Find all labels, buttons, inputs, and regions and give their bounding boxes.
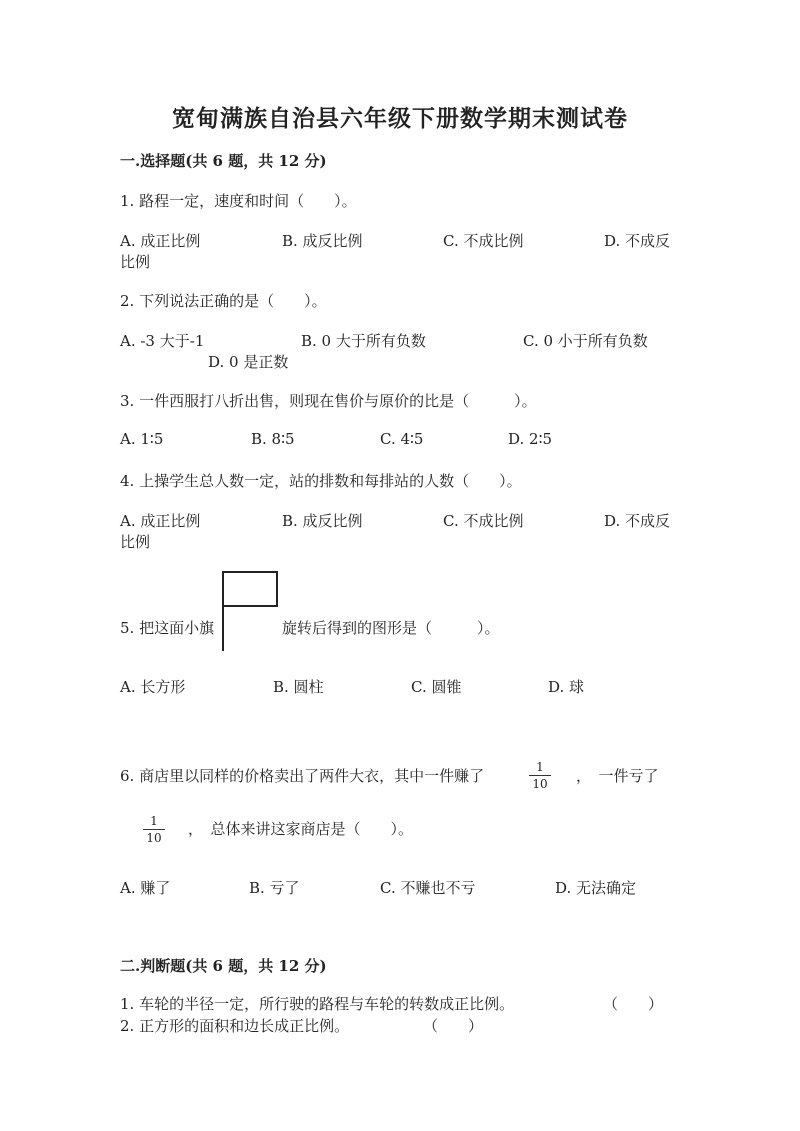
section-heading-judgement: 二.判断题(共 6 题，共 12 分) (120, 957, 327, 975)
fraction-denominator: 10 (532, 777, 548, 791)
judgement-item-2: 2. 正方形的面积和边长成正比例。 (120, 1017, 350, 1035)
q6-option-d: D. 无法确定 (555, 879, 637, 897)
q5-option-d: D. 球 (548, 678, 585, 696)
q2-option-d: D. 0 是正数 (208, 353, 289, 371)
fraction-denominator: 10 (146, 831, 162, 845)
q5-option-c: C. 圆锥 (411, 678, 462, 696)
q1-option-b: B. 成反比例 (282, 232, 363, 250)
q3-option-d: D. 2∶5 (508, 430, 553, 448)
q2-option-c: C. 0 小于所有负数 (523, 332, 648, 350)
question-4-stem: 4. 上操学生总人数一定，站的排数和每排站的人数（ ）。 (120, 472, 522, 490)
judgement-item-1: 1. 车轮的半径一定，所行驶的路程与车轮的转数成正比例。 (120, 995, 515, 1013)
q2-option-b: B. 0 大于所有负数 (301, 332, 426, 350)
q3-option-c: C. 4∶5 (380, 430, 424, 448)
q1-option-a: A. 成正比例 (120, 232, 201, 250)
page-title: 宽甸满族自治县六年级下册数学期末测试卷 (172, 105, 628, 132)
q4-option-d-wrap: 比例 (120, 533, 151, 551)
question-5-stem-before: 5. 把这面小旗 (120, 619, 215, 637)
judgement-item-1-blank[interactable]: （ ） (603, 995, 664, 1013)
flag-figure-icon (218, 569, 282, 653)
q3-option-a: A. 1∶5 (120, 430, 164, 448)
q1-option-d: D. 不成反 (604, 232, 671, 250)
q5-option-a: A. 长方形 (120, 678, 186, 696)
fraction-numerator: 1 (150, 814, 158, 828)
fraction-one-tenth-2 (143, 814, 165, 845)
fraction-numerator: 1 (536, 760, 544, 774)
q6-option-c: C. 不赚也不亏 (380, 879, 476, 897)
section-heading-choice: 一.选择题(共 6 题，共 12 分) (120, 152, 327, 170)
judgement-item-2-blank[interactable]: （ ） (423, 1017, 484, 1035)
q1-option-c: C. 不成比例 (443, 232, 524, 250)
question-3-stem: 3. 一件西服打八折出售，则现在售价与原价的比是（ ）。 (120, 392, 537, 410)
question-1-stem: 1. 路程一定，速度和时间（ ）。 (120, 192, 357, 210)
q4-option-a: A. 成正比例 (120, 512, 201, 530)
question-6-stem-part3: ， 总体来讲这家商店是（ ）。 (188, 820, 414, 838)
question-2-stem: 2. 下列说法正确的是（ ）。 (120, 292, 327, 310)
q6-option-b: B. 亏了 (249, 879, 300, 897)
fraction-one-tenth-1 (529, 760, 551, 791)
q6-option-a: A. 赚了 (120, 879, 171, 897)
question-6-stem-part1: 6. 商店里以同样的价格卖出了两件大衣，其中一件赚了 (120, 767, 485, 785)
q1-option-d-wrap: 比例 (120, 253, 151, 271)
q2-option-a: A. -3 大于-1 (120, 332, 205, 350)
q3-option-b: B. 8∶5 (251, 430, 295, 448)
q4-option-b: B. 成反比例 (282, 512, 363, 530)
q4-option-c: C. 不成比例 (443, 512, 524, 530)
q5-option-b: B. 圆柱 (273, 678, 324, 696)
q4-option-d: D. 不成反 (604, 512, 671, 530)
question-6-stem-part2: ， 一件亏了 (576, 767, 659, 785)
question-5-stem-after: 旋转后得到的图形是（ ）。 (282, 619, 500, 637)
